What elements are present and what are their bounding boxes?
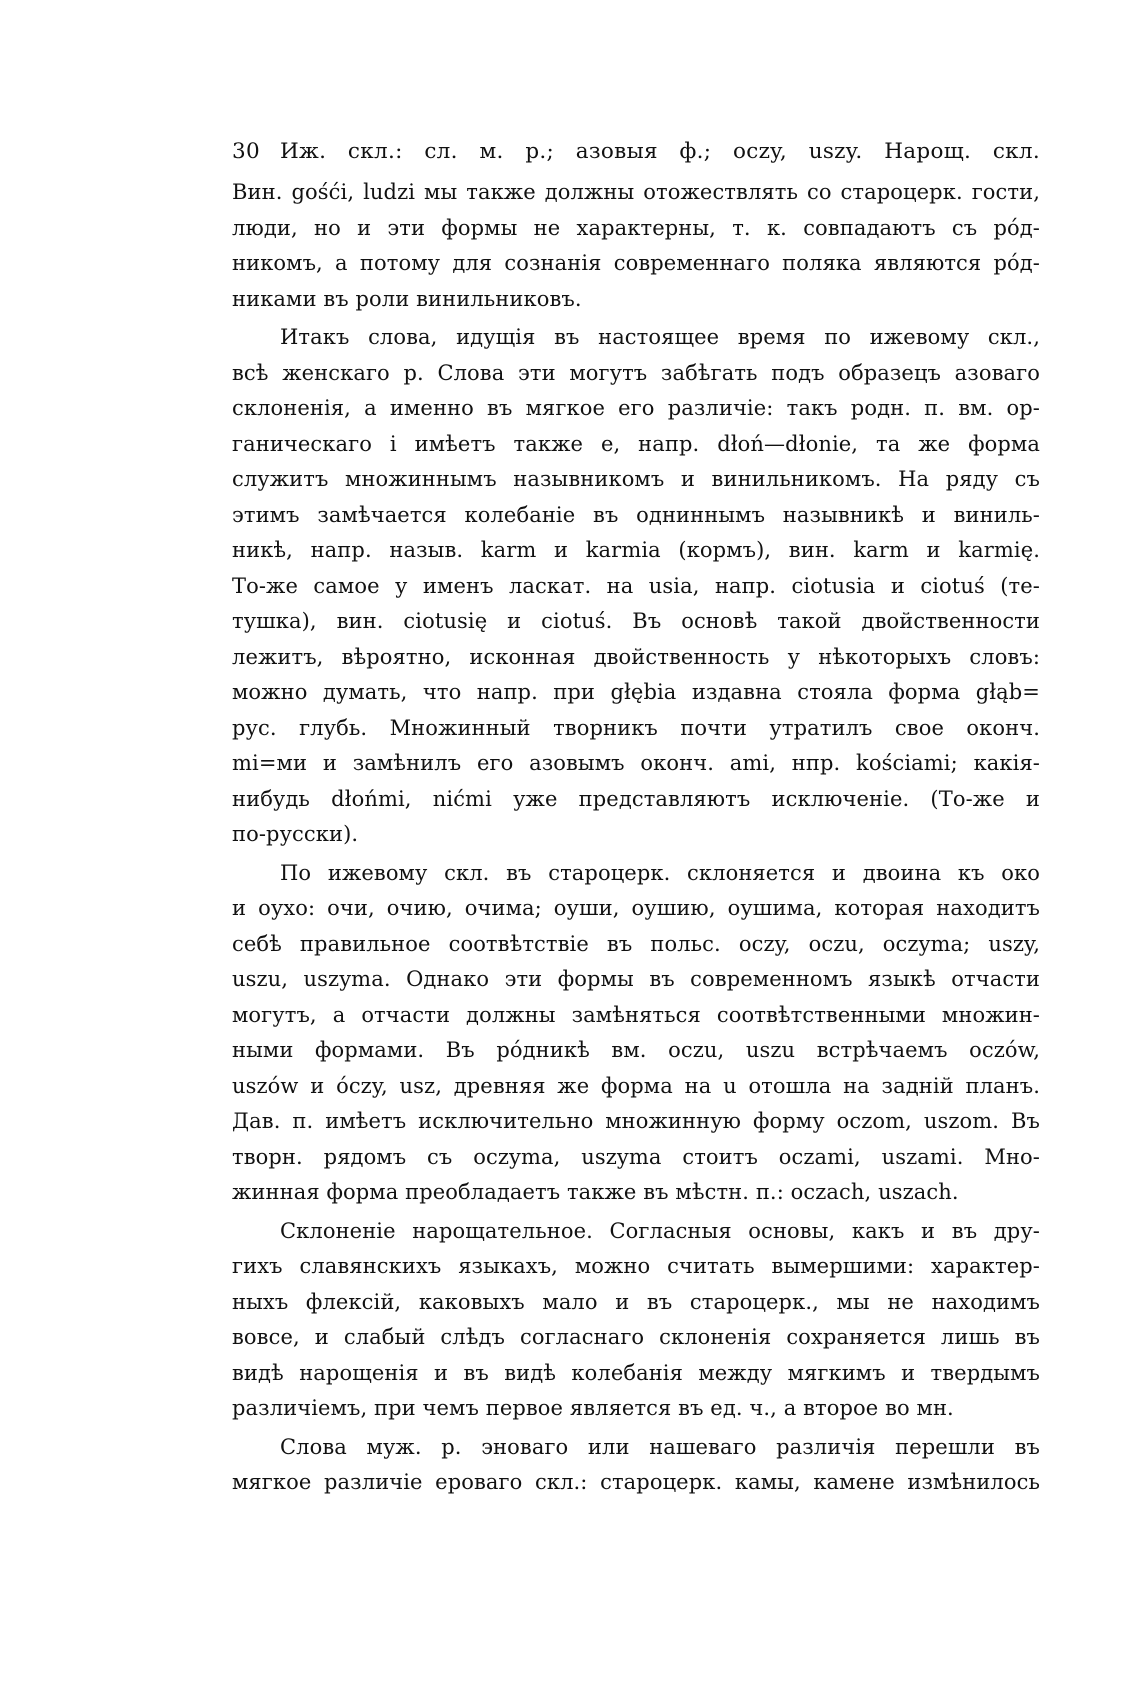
paragraph-2 (232, 320, 1040, 853)
text-line: склоненія, а именно въ мягкое его различіе: такъ родн. п. вм. ор- (232, 396, 1040, 420)
paragraph-1 (232, 175, 1040, 317)
text-line: по-русски). (232, 822, 359, 846)
paragraph-3 (232, 856, 1040, 1211)
text-line: могутъ, а отчасти должны замѣняться соотвѣтственными множин- (232, 1002, 1040, 1027)
text-line: творн. рядомъ съ oczyma, uszyma стоитъ oczami, uszami. Мно- (232, 1144, 1040, 1169)
paragraph-5 (232, 1430, 1040, 1501)
text-line: всѣ женскаго р. Слова эти могутъ забѣгать подъ образецъ азоваго (232, 360, 1040, 385)
text-line: Склоненіе нарощательное. Согласныя основы, какъ и въ дру- (280, 1218, 1040, 1243)
text-line: ными формами. Въ рóдникѣ вм. oczu, uszu встрѣчаемъ oczów, (232, 1038, 1040, 1062)
text-line: Вин. gośći, ludzi мы также должны отожествлять со староцерк. гости, (232, 180, 1040, 204)
text-line: люди, но и эти формы не характерны, т. к. совпадаютъ съ рóд- (232, 215, 1040, 240)
text-line: uszu, uszyma. Однако эти формы въ современномъ языкѣ отчасти (232, 967, 1040, 991)
paragraph-4 (232, 1214, 1040, 1427)
text-line: служитъ множиннымъ назывникомъ и винильникомъ. На ряду съ (232, 467, 1040, 491)
text-line: никомъ, а потому для сознанія современнаго поляка являются рóд- (232, 251, 1040, 275)
text-line: лежитъ, вѣроятно, исконная двойственность у нѣкоторыхъ словъ: (232, 644, 1040, 669)
text-line: По ижевому скл. въ староцерк. склоняется и двоина къ око (280, 860, 1040, 885)
text-line: различіемъ, при чемъ первое является въ ед. ч., а второе во мн. (232, 1396, 954, 1420)
text-line: ныхъ флексій, каковыхъ мало и въ староцерк., мы не находимъ (232, 1289, 1040, 1314)
page-number: 30 (232, 139, 260, 164)
text-line: uszów и óczy, usz, древняя же форма на u отошла на задній планъ. (232, 1073, 1040, 1098)
text-line: Итакъ слова, идущія въ настоящее время по ижевому скл., (280, 325, 1040, 349)
page-header (232, 132, 1040, 172)
running-title: Иж. скл.: сл. м. р.; азовыя ф.; oczy, uszy. Нарощ. скл. (279, 139, 1040, 164)
text-line: То-же самое у именъ ласкат. на usia, напр. ciotusia и ciotuś (те- (232, 573, 1040, 598)
text-line: ганическаго i имѣетъ также e, напр. dłoń—dłonie, та же форма (232, 431, 1040, 456)
text-line: гихъ славянскихъ языкахъ, можно считать вымершими: характер- (232, 1254, 1040, 1278)
text-line: Слова муж. р. эноваго или нашеваго различія перешли въ (280, 1434, 1040, 1459)
page-content (232, 132, 1040, 1501)
text-line: Дав. п. имѣетъ исключительно множинную форму oczom, uszom. Въ (232, 1109, 1040, 1133)
text-line: видѣ нарощенія и въ видѣ колебанія между мягкимъ и твердымъ (232, 1360, 1040, 1385)
text-line: жинная форма преобладаетъ также въ мѣстн. п.: oczach, uszach. (232, 1180, 959, 1204)
text-line: себѣ правильное соотвѣтствіе въ польс. oczy, oczu, oczyma; uszy, (232, 931, 1040, 956)
text-line: рус. глубь. Множинный творникъ почти утратилъ свое оконч. (232, 715, 1040, 740)
text-line: и оухо: очи, очию, очима; оуши, оушию, оушима, которая находитъ (232, 896, 1040, 920)
text-line: никѣ, напр. назыв. karm и karmia (кормъ), вин. karm и karmię. (232, 538, 1040, 562)
text-line: вовсе, и слабый слѣдъ согласнаго склоненія сохраняется лишь въ (232, 1325, 1040, 1349)
text-line: этимъ замѣчается колебаніе въ одниннымъ назывникѣ и виниль- (232, 502, 1040, 527)
text-line: mi=ми и замѣнилъ его азовымъ оконч. ami, нпр. kościami; какія- (232, 751, 1040, 775)
text-line: нибудь dłońmi, nićmi уже представляютъ исключеніе. (То-же и (232, 786, 1040, 811)
text-line: мягкое различіе ероваго скл.: староцерк. камы, камене измѣнилось (232, 1470, 1040, 1494)
text-line: никами въ роли винильниковъ. (232, 286, 582, 311)
text-line: тушка), вин. ciotusię и ciotuś. Въ основѣ такой двойственности (232, 609, 1040, 633)
text-line: можно думать, что напр. при głębia издавна стояла форма głąb= (232, 680, 1040, 704)
